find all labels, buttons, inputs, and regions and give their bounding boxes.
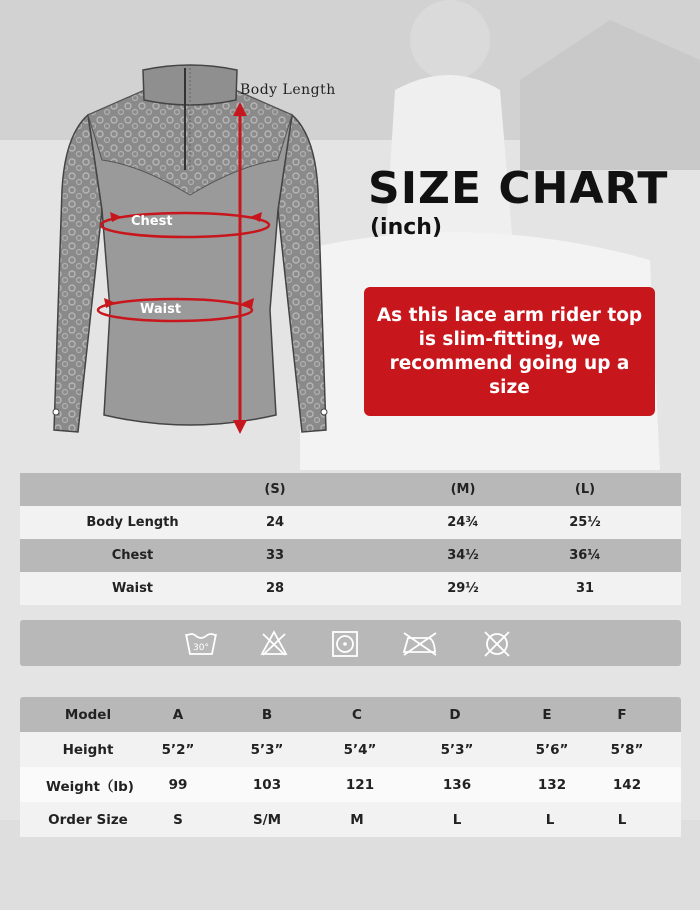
body-length-label: Body Length <box>240 82 336 98</box>
row-label: Chest <box>111 548 154 563</box>
unit-label: (inch) <box>370 215 443 240</box>
care-instructions-bar <box>20 620 681 666</box>
row-label: Order Size <box>48 811 128 828</box>
chest-label: Chest <box>131 214 173 229</box>
table-cell: 142 <box>612 776 642 793</box>
table-row <box>20 802 681 837</box>
header-cell: A <box>172 706 184 723</box>
fit-notice-text: As this lace arm rider top is slim-fitting, we recommend going up a size <box>376 304 643 398</box>
table-row <box>20 572 681 605</box>
header-cell: E <box>542 706 552 723</box>
model-table <box>20 697 681 837</box>
wash-30-icon <box>184 630 218 656</box>
header-cell: C <box>352 706 362 723</box>
size-table <box>20 473 681 605</box>
table-row <box>20 539 681 572</box>
table-cell: 5’4” <box>343 741 377 758</box>
table-row <box>20 732 681 767</box>
row-label: Weight（lb) <box>46 778 134 795</box>
model-table-header <box>20 697 681 732</box>
table-cell: 5’3” <box>440 741 474 758</box>
table-cell: 136 <box>442 776 472 793</box>
table-cell: 5’8” <box>610 741 644 758</box>
fit-notice <box>364 287 655 416</box>
header-cell: F <box>617 706 627 723</box>
table-cell: 5’3” <box>250 741 284 758</box>
table-cell: 121 <box>345 776 375 793</box>
table-cell: 33 <box>265 548 285 563</box>
wash-temp: 30° <box>193 643 209 653</box>
table-cell: 24¾ <box>447 515 479 530</box>
header-cell: (L) <box>574 482 596 497</box>
table-cell: 28 <box>265 581 285 596</box>
row-label: Height <box>62 741 114 758</box>
no-iron-icon <box>402 630 438 656</box>
header-cell: (M) <box>450 482 476 497</box>
row-label: Body Length <box>86 515 179 530</box>
table-cell: L <box>452 811 462 828</box>
no-dry-clean-icon <box>482 630 512 658</box>
table-cell: S/M <box>252 811 282 828</box>
table-cell: 5’2” <box>161 741 195 758</box>
tumble-dry-icon <box>331 630 359 658</box>
table-cell: 24 <box>265 515 285 530</box>
table-cell: 99 <box>168 776 188 793</box>
table-cell: M <box>350 811 364 828</box>
table-cell: 29½ <box>447 581 479 596</box>
header-cell: D <box>449 706 461 723</box>
table-cell: L <box>545 811 555 828</box>
no-bleach-icon <box>260 630 288 656</box>
row-label: Waist <box>111 581 154 596</box>
table-row <box>20 506 681 539</box>
table-cell: 5’6” <box>535 741 569 758</box>
header-cell: B <box>261 706 273 723</box>
table-cell: 36¼ <box>569 548 601 563</box>
header-cell: Model <box>64 706 112 723</box>
table-cell: 132 <box>537 776 567 793</box>
table-cell: 25½ <box>569 515 601 530</box>
table-cell: 34½ <box>447 548 479 563</box>
table-cell: S <box>173 811 183 828</box>
table-cell: L <box>617 811 627 828</box>
page-title: SIZE CHART <box>368 163 669 214</box>
table-cell: 31 <box>575 581 595 596</box>
size-table-header <box>20 473 681 506</box>
waist-label: Waist <box>140 302 182 317</box>
table-cell: 103 <box>252 776 282 793</box>
shirt-diagram <box>40 60 340 450</box>
table-row <box>20 767 681 802</box>
header-cell: (S) <box>264 482 286 497</box>
